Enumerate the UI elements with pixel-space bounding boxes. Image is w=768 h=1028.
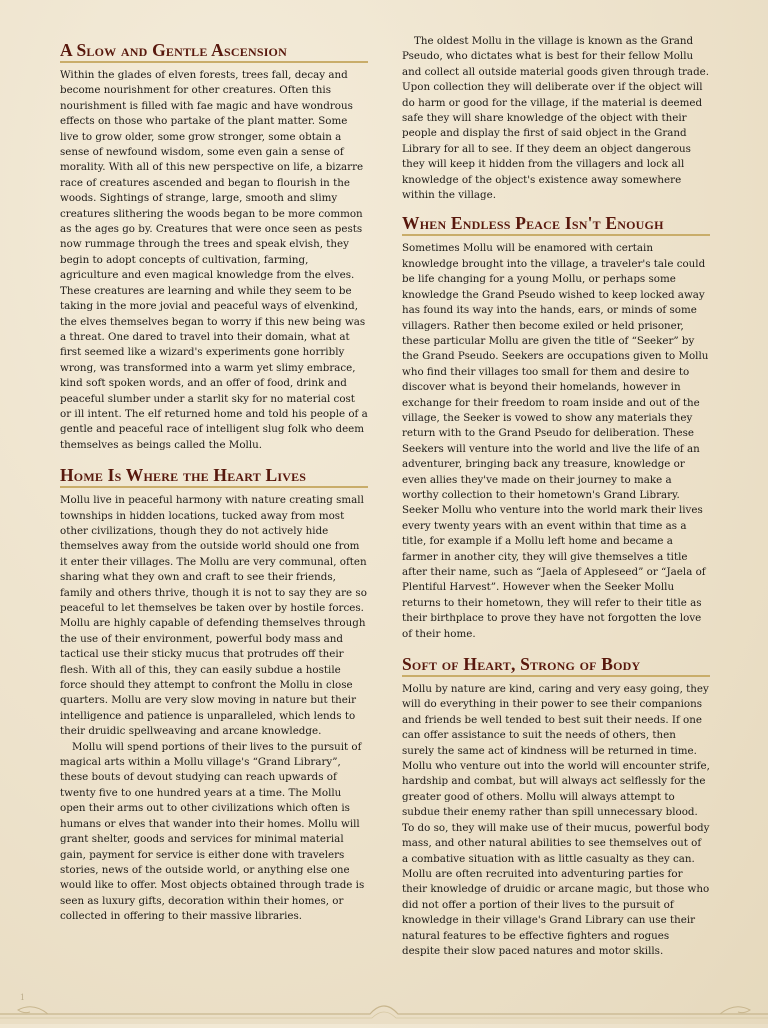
right-column xyxy=(402,34,710,959)
paragraph-ascension: Within the glades of elven forests, trees fall, decay and become nourishment for other creatures. Often this nourishment is filled with fae magic and have wondrous effects on those who partake of the plant matter. Some live to grow older, some grow stronger, some obtain a sense of newfound wisdom, some even gain a sense of morality. With all of this new perspective on life, a bizarre race of creatures ascended and began to flourish in the woods. Sightings of strange, large, smooth and slimy creatures slithering the woods began to be more common as the ages go by. Creatures that were once seen as pests now rummage through the trees and speak elvish, they begin to adopt concepts of cultivation, farming, agriculture and even magical knowledge from the elves. These creatures are learning and while they seem to be taking in the more jovial and peaceful ways of elvenkind, the elves themselves began to worry if this new being was a threat. One dared to travel into their domain, what at first seemed like a wizard's experiments gone horribly wrong, was transformed into a warm yet slimy embrace, kind soft spoken words, and an offer of food, drink and peaceful slumber under a starlit sky for no material cost or ill intent. The elf returned home and told his people of a gentle and peaceful race of intelligent slug folk who deem themselves as beings called the Mollu. xyxy=(60,69,368,451)
paragraph-soft-heart: Mollu by nature are kind, caring and very easy going, they will do everything in their power to see their companions and friends be well tended to best suit their needs. If one can offer assistance to suit the needs of others, then surely the same act of kindness will be returned in time. Mollu who venture out into the world will encounter strife, hardship and combat, but will always act selflessly for the greater good of others. Mollu will always attempt to subdue their enemy rather than spill unnecessary blood. To do so, they will make use of their mucus, powerful body mass, and other natural abilities to see themselves out of a combative situation with as little casualty as they can. Mollu are often recruited into adventuring parties for their knowledge of druidic or arcane magic, but those who did not offer a portion of their lives to the pursuit of knowledge in their village's Grand Library can use their natural features to be effective fighters and rogues despite their slow paced natures and motor skills. xyxy=(402,683,710,957)
paragraph-home-1: Mollu live in peaceful harmony with nature creating small townships in hidden locations, tucked away from most other civilizations, though they do not actively hide themselves away from the outside world should one from it enter their villages. The Mollu are very communal, often sharing what they own and craft to see their friends, family and others thrive, though it is not to say they are so peaceful to let themselves be taken over by hostile forces. Mollu are highly capable of defending themselves through the use of their environment, powerful body mass and tactical use their sticky mucus that protrudes off their flesh. With all of this, they can easily subdue a hostile force should they attempt to confront the Mollu in close quarters. Mollu are very slow moving in nature but their intelligence and patience is unparalleled, which lends to their druidic spellweaving and arcane knowledge. xyxy=(60,494,367,738)
section-heading-soft-heart: Soft of Heart, Strong of Body xyxy=(402,654,710,677)
left-column xyxy=(60,34,368,925)
paragraph-grand-pseudo: The oldest Mollu in the village is known as the Grand Pseudo, who dictates what is best for their fellow Mollu and collect all outside material goods given through trade. Upon collection they will deliberate over if the object will do harm or good for the village, if the material is deemed safe they will share knowledge of the object with their people and display the first of said object in the Grand Library for all to see. If they deem an object dangerous they will keep it hidden from the villagers and lock all knowledge of the object's existence away somewhere within the village. xyxy=(402,35,710,202)
paragraph-endless-peace: Sometimes Mollu will be enamored with certain knowledge brought into the village, a traveler's tale could be life changing for a young Mollu, or perhaps some knowledge the Grand Pseudo wished to keep locked away has found its way into the hands, ears, or minds of some villagers. Rather then become exiled or held prisoner, these particular Mollu are given the title of “Seeker” by the Grand Pseudo. Seekers are occupations given to Mollu who find their villages too small for them and desire to discover what is beyond their homelands, however in exchange for their freedom to roam inside and out of the village, the Seeker is vowed to show any materials they return with to the Grand Pseudo for deliberation. These Seekers will venture into the world and live the life of an adventurer, bringing back any treasure, knowledge or even allies they've made on their journey to make a worthy collection to their hometown's Grand Library. Seeker Mollu who venture into the world mark their lives every twenty years with an event within that time as a title, for example if a Mollu left home and became a farmer in another city, they will give themselves a title after their name, such as “Jaela of Appleseed” or “Jaela of Plentiful Harvest”. However when the Seeker Mollu returns to their hometown, they will refer to their title as their birthplace to prove they have not forgotten the love of their home. xyxy=(402,242,709,640)
section-heading-home: Home Is Where the Heart Lives xyxy=(60,465,368,488)
page-footer xyxy=(0,984,768,1024)
footer-ornament-icon xyxy=(0,984,768,1024)
section-heading-ascension: A Slow and Gentle Ascension xyxy=(60,40,368,63)
section-heading-endless-peace: When Endless Peace Isn't Enough xyxy=(402,213,710,236)
paragraph-home-2: Mollu will spend portions of their lives to the pursuit of magical arts within a Mollu village's “Grand Library”, these bouts of devout studying can reach upwards of twenty five to one hundred years at a time. The Mollu open their arms out to other civilizations which often is humans or elves that wander into their homes. Mollu will grant shelter, goods and services for minimal material gain, payment for service is either done with travelers stories, news of the outside world, or anything else one would like to offer. Most objects obtained through trade is seen as luxury gifts, decoration within their homes, or collected in offering to their massive libraries. xyxy=(60,740,365,923)
page-number: 1 xyxy=(20,992,25,1002)
